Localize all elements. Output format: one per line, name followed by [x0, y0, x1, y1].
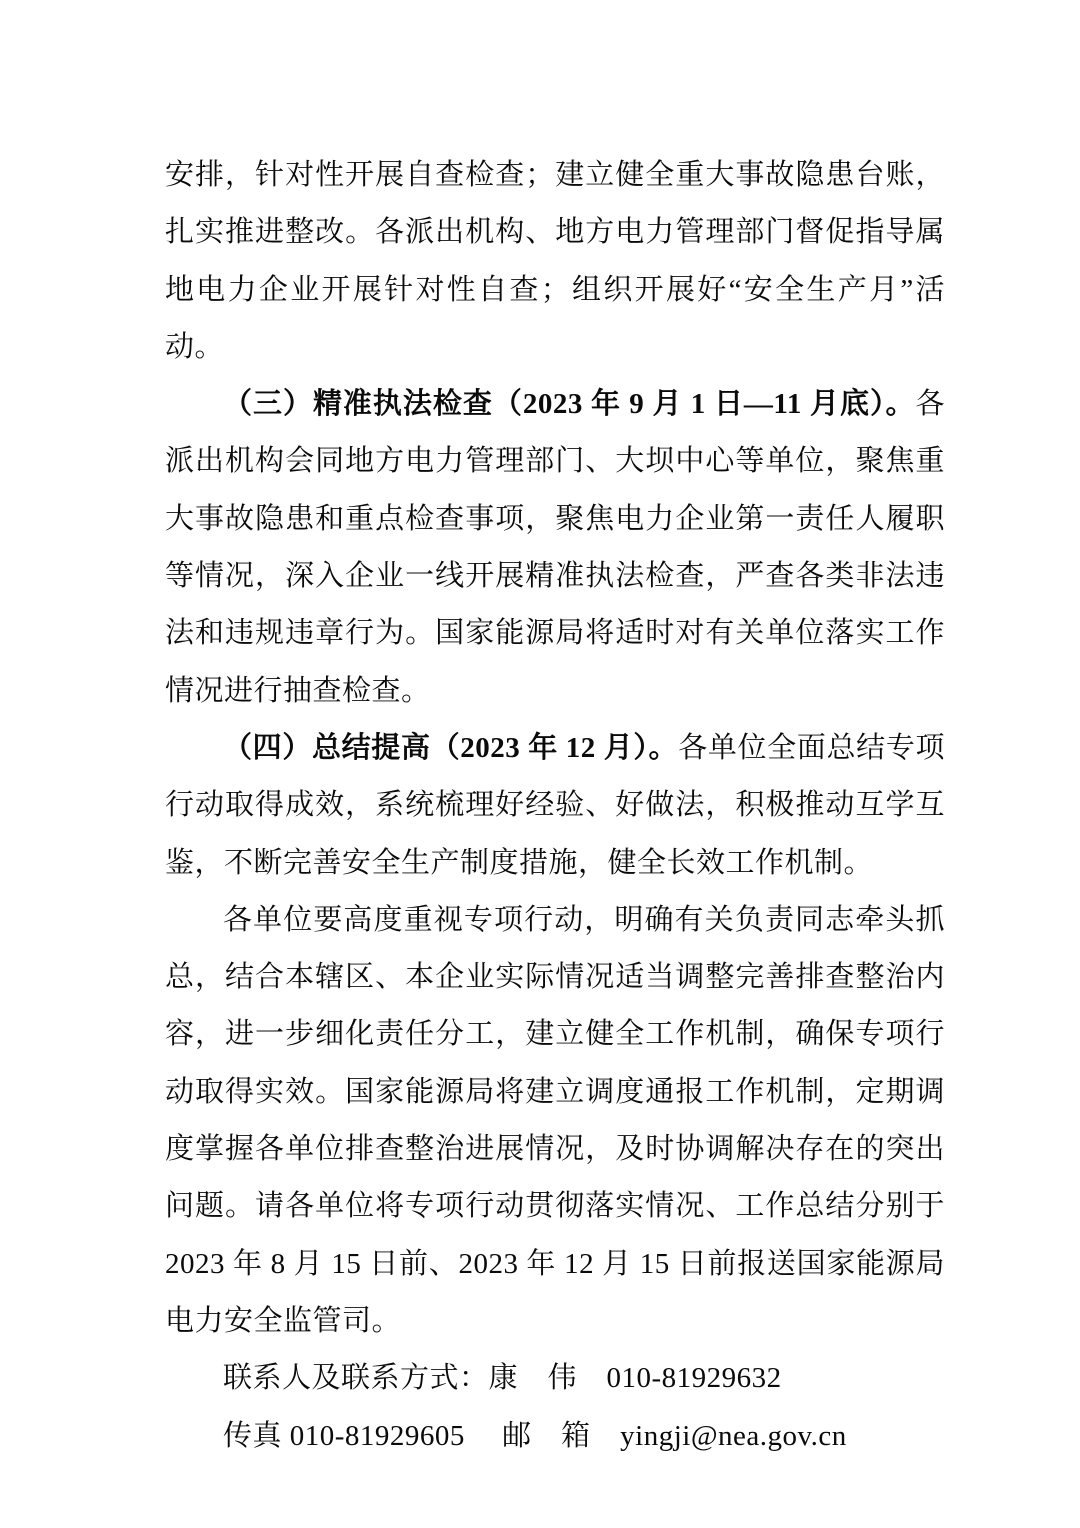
paragraph-section-four: [165, 720, 945, 892]
paragraph-closing: 各单位要高度重视专项行动，明确有关负责同志牵头抓总，结合本辖区、本企业实际情况适当调整完善排查整治内容，进一步细化责任分工，建立健全工作机制，确保专项行动取得实效。国家能源局将建立调度通报工作机制，定期调度掌握各单位排查整治进展情况，及时协调解决存在的突出问题。请各单位将专项行动贯彻落实情况、工作总结分别于 2023 年 8 月 15 日前、2023 年 12 月 15 日前报送国家能源局电力安全监管司。: [165, 903, 945, 1337]
section-three-text: 各派出机构会同地方电力管理部门、大坝中心等单位，聚焦重大事故隐患和重点检查事项，聚焦电力企业第一责任人履职等情况，深入企业一线开展精准执法检查，严查各类非法违法和违规违章行为。国家能源局将适时对有关单位落实工作情况进行抽查检查。: [165, 388, 945, 707]
contact-line: 联系人及联系方式：康 伟 010-81929632: [223, 1362, 782, 1395]
fax-email-line: 传真 010-81929605 邮 箱 yingji@nea.gov.cn: [223, 1419, 847, 1452]
paragraph-section-three: [165, 376, 945, 720]
section-four-heading: （四）总结提高（2023 年 12 月）。: [223, 731, 679, 764]
section-four-text: 各单位全面总结专项行动取得成效，系统梳理好经验、好做法，积极推动互学互鉴，不断完善安全生产制度措施，健全长效工作机制。: [165, 731, 945, 879]
section-three-heading: （三）精准执法检查（2023 年 9 月 1 日—11 月底）。: [223, 388, 916, 421]
paragraph-continuation: 安排，针对性开展自查检查；建立健全重大事故隐患台账，扎实推进整改。各派出机构、地方电力管理部门督促指导属地电力企业开展针对性自查；组织开展好“安全生产月”活动。: [165, 159, 945, 363]
